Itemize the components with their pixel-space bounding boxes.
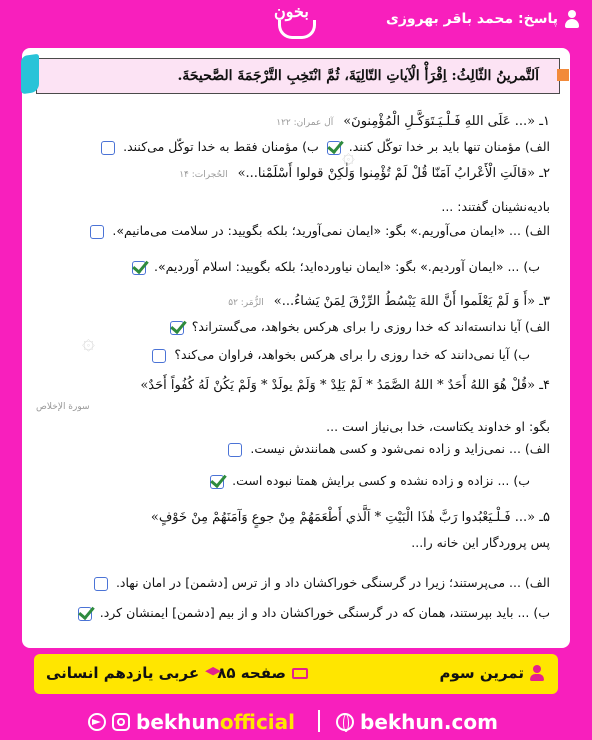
q5-intro: پس پروردگار این خانه را...: [411, 535, 550, 550]
website-text: bekhun.com: [360, 710, 498, 734]
q2-option-a-checkbox[interactable]: [90, 225, 104, 239]
q5-option-a: الف) ... می‌پرستند؛ زیرا در گرسنگی خوراکشان داد و از ترس [دشمن] در امان نهاد.: [115, 575, 550, 590]
q2-option-a: الف) ... «ایمان می‌آوریم.» بگو: «ایمان نمی‌آورید؛ بلکه بگویید: در سلامت می‌مانیم».: [112, 223, 550, 238]
decorative-calligraphy: ۞: [342, 144, 355, 169]
q4-option-a-checkbox[interactable]: [228, 443, 242, 457]
q5-verse: ۵ـ «... فَـلْـيَعْبُدوا رَبَّ هٰذَا الْبَيْتِ * اَلَّذي أَطْعَمَهُمْ مِنْ جوعٍ وَآمَنَهُمْ مِنْ خَوْفٍ»: [150, 510, 550, 525]
q2-ref: الحُجرات: ۱۴: [179, 170, 228, 180]
decorative-calligraphy: ۞: [82, 330, 95, 355]
q3-ref: الزُّمَر: ۵۲: [228, 298, 264, 308]
q4-ref: سورة الإخلاص: [36, 402, 90, 412]
q1-option-a-checkbox[interactable]: [327, 141, 341, 155]
q2-option-b-line: [36, 258, 540, 276]
q3-option-a: الف) آیا ندانسته‌اند که خدا روزی را برای هرکس بخواهد، می‌گستراند؟: [191, 319, 550, 334]
footer-page-label: صفحه ۸۵: [217, 664, 286, 682]
q3-option-a-line: [36, 318, 550, 336]
q4-intro: بگو: او خداوند یکتاست، خدا بی‌نیاز است ...: [326, 419, 550, 434]
q1-options: [36, 138, 550, 156]
q2-option-b-checkbox[interactable]: [132, 261, 146, 275]
bekhun-logo: [270, 2, 320, 38]
open-book-icon: [278, 20, 316, 39]
worksheet-card: [22, 48, 570, 648]
exercise-heading: [36, 58, 560, 94]
person-icon: [564, 10, 580, 28]
q5-option-b-line: [36, 604, 550, 622]
instagram-icon: [112, 713, 130, 731]
q2-verse-line: [36, 164, 550, 184]
q5-option-b: ب) ... باید بپرستند، همان که در گرسنگی خوراکشان داد و از بیم [دشمن] ایمنشان کرد.: [99, 605, 550, 620]
q4-verse: ۴ـ «قُلْ هُوَ اللهُ أَحَدٌ * اللهُ الصَّمَدُ * لَمْ يَلِدْ * وَلَمْ يولَدْ * وَلَمْ يَكُنْ لَهُ كُفُواً أَحَدٌ»: [140, 378, 550, 393]
author-label: [386, 7, 580, 31]
footer-page: [217, 664, 308, 682]
q4-option-a: الف) ... نمی‌زاید و زاده نمی‌شود و کسی همانندش نیست.: [250, 441, 550, 456]
brush-stroke-icon: [21, 54, 39, 95]
graduation-cap-icon: [205, 667, 221, 679]
q2-option-a-line: [36, 222, 550, 240]
q2-verse: ۲ـ «قالَتِ الْأَعْرابُ آمَنّا قُلْ لَمْ تُؤْمِنوا وَلٰكِنْ قولوا أَسْلَمْنا...»: [237, 166, 550, 181]
q3-option-a-checkbox[interactable]: [170, 321, 184, 335]
footer-exercise-name: تمرین سوم: [439, 664, 524, 682]
q1-option-b: ب) مؤمنان فقط به خدا توکّل می‌کنند.: [123, 139, 319, 154]
social-bar: [0, 704, 592, 740]
social-handle[interactable]: [88, 710, 295, 734]
footer-book: [46, 664, 221, 682]
q1-verse-line: [36, 112, 550, 132]
footer-exercise: [439, 664, 544, 682]
q3-option-b-line: [36, 346, 530, 364]
globe-icon: [336, 713, 354, 731]
q2-option-b: ب) ... «ایمان آوردیم.» بگو: «ایمان نیاورده‌اید؛ بلکه بگویید: اسلام آوردیم».: [153, 259, 540, 274]
footer-book-name: عربی یازدهم انسانی: [46, 664, 200, 682]
q3-option-b-checkbox[interactable]: [152, 349, 166, 363]
q2-intro: بادیه‌نشینان گفتند: ...: [441, 199, 550, 214]
q5-option-b-checkbox[interactable]: [78, 607, 92, 621]
author-text: پاسخ: محمد باقر بهروزی: [385, 11, 558, 27]
q5-option-a-checkbox[interactable]: [94, 577, 108, 591]
q3-verse: ۳ـ «أَ وَ لَمْ يَعْلَموا أَنَّ اللهَ يَبْسُطُ الرِّزْقَ لِمَنْ يَشاءُ...»: [273, 294, 550, 309]
q1-ref: آل عمران: ۱۲۲: [276, 118, 334, 128]
q1-verse: ۱ـ «... عَلَى اللهِ فَـلْـيَـتَوَكَّـلِ الْمُؤْمِنونَ»: [343, 114, 550, 129]
exercise-title: اَلتَّمرینُ الثّالِثُ: اِقْرَأْ الْآیاتِ التّالِیَةَ، ثُمَّ انْتَخِبِ التَّرْجَمَةَ الصَّحیحَةَ.: [177, 68, 539, 84]
q1-option-a: الف) مؤمنان تنها باید بر خدا توکّل کنند.: [348, 139, 550, 154]
q1-option-b-checkbox[interactable]: [101, 141, 115, 155]
handle-part1: bekhun: [136, 710, 220, 734]
top-bar: [0, 0, 592, 40]
footer-band: [34, 654, 558, 694]
q5-option-a-line: [36, 574, 550, 592]
q4-option-b-checkbox[interactable]: [210, 475, 224, 489]
telegram-icon: [88, 713, 106, 731]
book-icon: [292, 668, 308, 679]
q4-option-b-line: [36, 472, 530, 490]
logo-text: بخون: [274, 2, 309, 21]
website-link[interactable]: [336, 710, 498, 734]
orange-marker-icon: [557, 69, 569, 81]
social-divider: [318, 710, 320, 732]
q4-verse-line: [36, 376, 550, 395]
q5-verse-line: [36, 508, 550, 527]
q4-option-b: ب) ... نزاده و زاده نشده و کسی برایش همتا نبوده است.: [232, 473, 530, 488]
q3-verse-line: [36, 292, 550, 312]
q4-option-a-line: [36, 440, 550, 458]
q3-option-b: ب) آیا نمی‌دانند که خدا روزی را برای هرکس بخواهد، فراوان می‌کند؟: [174, 347, 530, 362]
handle-part2: official: [219, 710, 296, 734]
person-icon: [530, 665, 544, 681]
